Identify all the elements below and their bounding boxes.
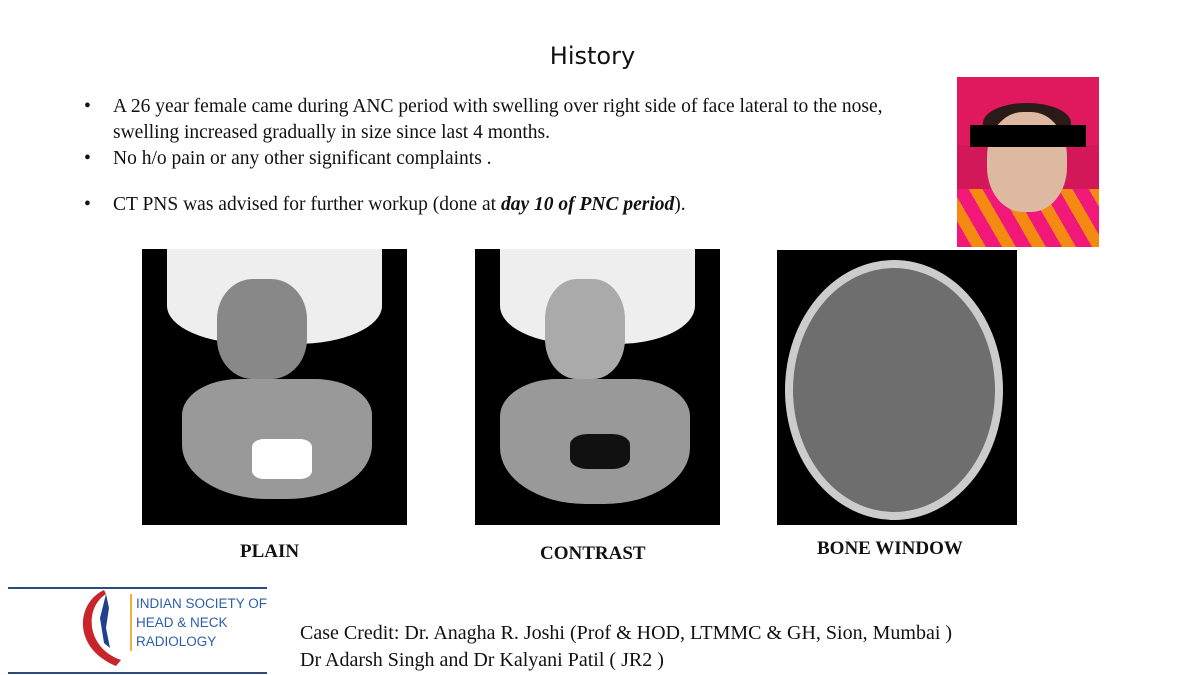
logo-line: INDIAN SOCIETY OF	[136, 596, 268, 611]
anonymizing-bar	[970, 125, 1086, 147]
bullet-item: • A 26 year female came during ANC period with swelling over right side of face lateral to the nose, swelling increased gradually in size since last 4 months.	[84, 94, 934, 146]
case-credit	[300, 620, 952, 674]
bullet-item: • No h/o pain or any other significant complaints .	[84, 146, 934, 172]
credit-line: Case Credit: Dr. Anagha R. Joshi (Prof & HOD, LTMMC & GH, Sion, Mumbai )	[300, 622, 953, 644]
caption-bone-window: BONE WINDOW	[817, 538, 963, 559]
caption-plain: PLAIN	[240, 541, 300, 562]
slide-title: History	[549, 42, 636, 70]
society-name	[130, 594, 267, 651]
history-bullets	[84, 94, 934, 218]
credit-line: Dr Adarsh Singh and Dr Kalyani Patil ( JR2 )	[300, 649, 664, 671]
bullet-emphasis: day 10 of PNC period	[500, 194, 675, 215]
bullet-text: CT PNS was advised for further workup (done at	[113, 194, 501, 215]
ct-bone-window-image	[777, 250, 1017, 525]
caption-contrast: CONTRAST	[540, 543, 646, 564]
ct-contrast-image	[475, 249, 720, 525]
bullet-text: ).	[674, 194, 686, 215]
bullet-item	[84, 192, 934, 218]
logo-line: HEAD & NECK	[136, 615, 228, 630]
society-logo-icon	[76, 588, 126, 668]
patient-photo	[957, 77, 1099, 247]
ct-plain-image	[142, 249, 407, 525]
divider	[8, 672, 267, 674]
divider	[8, 587, 267, 589]
logo-line: RADIOLOGY	[136, 634, 217, 649]
